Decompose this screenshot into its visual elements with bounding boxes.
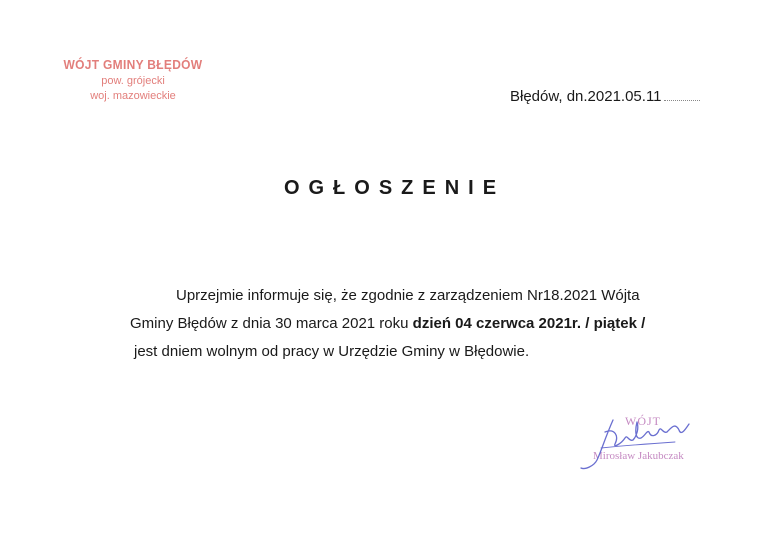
document-title: OGŁOSZENIE: [283, 177, 506, 199]
announcement-body: [130, 282, 710, 366]
stamp-voivodeship: woj. mazowieckie: [90, 90, 176, 102]
signature-name: Mirosław Jakubczak: [593, 450, 684, 462]
stamp-office-name: WÓJT GMINY BŁĘDÓW: [63, 57, 203, 73]
stamp-county: pow. grójecki: [101, 75, 165, 87]
place-and-date: [510, 88, 700, 105]
body-line-2-text: Gminy Błędów z dnia 30 marca 2021 roku: [130, 315, 413, 332]
office-stamp: [58, 58, 208, 102]
signature-role: WÓJT: [625, 414, 661, 428]
body-line-2: [130, 310, 710, 338]
handwritten-signature: [575, 408, 725, 478]
body-line-2-bold: dzień 04 czerwca 2021r. / piątek /: [412, 315, 646, 332]
body-line-3: jest dniem wolnym od pracy w Urzędzie Gminy w Błędowie.: [134, 343, 530, 360]
dotted-line: [664, 99, 700, 101]
place-date-text: Błędów, dn.2021.05.11: [510, 88, 662, 105]
signature-stamp: [575, 408, 725, 478]
body-line-1: Uprzejmie informuje się, że zgodnie z zarządzeniem Nr18.2021 Wójta: [176, 287, 640, 304]
